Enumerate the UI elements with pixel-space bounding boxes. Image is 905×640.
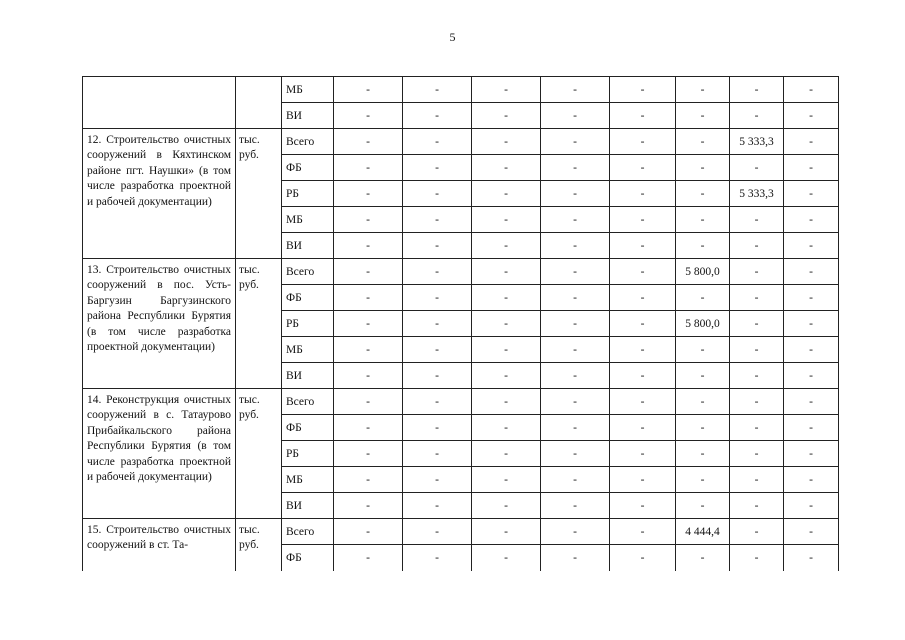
funding-source: ВИ <box>282 493 334 519</box>
amount-cell: - <box>784 389 839 415</box>
funding-source: ФБ <box>282 545 334 572</box>
amount-cell: - <box>403 545 472 572</box>
amount-cell: - <box>676 233 730 259</box>
amount-cell: - <box>730 493 784 519</box>
amount-cell: - <box>610 545 676 572</box>
amount-cell: - <box>784 155 839 181</box>
amount-cell: - <box>472 415 541 441</box>
amount-cell: - <box>784 545 839 572</box>
amount-cell: - <box>784 77 839 103</box>
amount-cell: - <box>784 415 839 441</box>
funding-table <box>82 76 839 571</box>
amount-cell: - <box>403 519 472 545</box>
item-description: 12. Строительство очистных сооружений в Кяхтинском районе пгт. Наушки» (в том числе разработка проектной и рабочей документации) <box>83 129 236 259</box>
amount-cell: - <box>676 181 730 207</box>
amount-cell: - <box>784 103 839 129</box>
amount-cell: - <box>610 259 676 285</box>
amount-cell: - <box>541 363 610 389</box>
amount-cell: - <box>403 77 472 103</box>
amount-cell: - <box>784 337 839 363</box>
amount-cell: - <box>541 259 610 285</box>
amount-cell: - <box>334 233 403 259</box>
funding-source: ВИ <box>282 233 334 259</box>
amount-cell: - <box>610 363 676 389</box>
amount-cell: - <box>472 545 541 572</box>
amount-cell: - <box>334 259 403 285</box>
amount-cell: - <box>730 311 784 337</box>
amount-cell: - <box>334 337 403 363</box>
amount-cell: - <box>541 155 610 181</box>
funding-source: МБ <box>282 207 334 233</box>
amount-cell: - <box>541 103 610 129</box>
amount-cell: - <box>610 103 676 129</box>
amount-cell: - <box>676 545 730 572</box>
funding-source: РБ <box>282 311 334 337</box>
amount-cell: - <box>541 337 610 363</box>
funding-source: ФБ <box>282 155 334 181</box>
amount-cell: - <box>676 441 730 467</box>
amount-cell: - <box>610 285 676 311</box>
amount-cell: - <box>334 129 403 155</box>
amount-cell: - <box>403 207 472 233</box>
amount-cell: - <box>403 389 472 415</box>
amount-cell: - <box>541 207 610 233</box>
amount-cell: - <box>334 545 403 572</box>
amount-cell: - <box>610 311 676 337</box>
amount-cell: - <box>541 389 610 415</box>
amount-cell: - <box>472 259 541 285</box>
table-row <box>83 259 839 285</box>
amount-cell: 4 444,4 <box>676 519 730 545</box>
amount-cell: - <box>610 519 676 545</box>
amount-cell: - <box>334 207 403 233</box>
amount-cell: - <box>334 467 403 493</box>
amount-cell: - <box>730 415 784 441</box>
amount-cell: - <box>541 311 610 337</box>
amount-cell: - <box>403 467 472 493</box>
amount-cell: - <box>541 233 610 259</box>
funding-source: МБ <box>282 467 334 493</box>
amount-cell: - <box>472 129 541 155</box>
amount-cell: - <box>676 155 730 181</box>
funding-source: ФБ <box>282 285 334 311</box>
amount-cell: - <box>676 363 730 389</box>
unit-of-measure: тыс. руб. <box>236 129 282 259</box>
page-number: 5 <box>449 30 456 44</box>
amount-cell: - <box>334 311 403 337</box>
amount-cell: - <box>334 363 403 389</box>
amount-cell: - <box>403 363 472 389</box>
amount-cell: - <box>676 337 730 363</box>
amount-cell: - <box>403 233 472 259</box>
funding-source: РБ <box>282 181 334 207</box>
amount-cell: - <box>334 441 403 467</box>
amount-cell: - <box>784 207 839 233</box>
funding-source: РБ <box>282 441 334 467</box>
amount-cell: - <box>472 77 541 103</box>
amount-cell: - <box>541 545 610 572</box>
amount-cell: - <box>610 155 676 181</box>
amount-cell: - <box>472 467 541 493</box>
amount-cell: - <box>610 415 676 441</box>
amount-cell: - <box>676 415 730 441</box>
amount-cell: - <box>334 493 403 519</box>
amount-cell: - <box>730 545 784 572</box>
amount-cell: - <box>541 77 610 103</box>
unit-of-measure <box>236 77 282 129</box>
amount-cell: - <box>676 77 730 103</box>
amount-cell: - <box>730 519 784 545</box>
amount-cell: - <box>730 155 784 181</box>
amount-cell: - <box>403 285 472 311</box>
amount-cell: - <box>541 129 610 155</box>
funding-source: ВИ <box>282 103 334 129</box>
item-description: 15. Строительство очистных сооружений в ст. Та- <box>83 519 236 572</box>
amount-cell: - <box>784 363 839 389</box>
amount-cell: - <box>472 103 541 129</box>
amount-cell: - <box>676 129 730 155</box>
amount-cell: - <box>472 233 541 259</box>
amount-cell: - <box>472 207 541 233</box>
funding-source: Всего <box>282 129 334 155</box>
amount-cell: - <box>541 181 610 207</box>
amount-cell: - <box>730 233 784 259</box>
amount-cell: - <box>730 259 784 285</box>
amount-cell: 5 800,0 <box>676 311 730 337</box>
amount-cell: - <box>784 259 839 285</box>
amount-cell: - <box>610 441 676 467</box>
amount-cell: - <box>403 259 472 285</box>
amount-cell: - <box>541 467 610 493</box>
amount-cell: - <box>730 389 784 415</box>
amount-cell: - <box>334 103 403 129</box>
amount-cell: - <box>472 389 541 415</box>
amount-cell: - <box>472 337 541 363</box>
amount-cell: - <box>730 207 784 233</box>
table-row <box>83 129 839 155</box>
table-row <box>83 519 839 545</box>
amount-cell: - <box>334 77 403 103</box>
amount-cell: - <box>403 493 472 519</box>
unit-of-measure: тыс. руб. <box>236 389 282 519</box>
amount-cell: - <box>676 389 730 415</box>
amount-cell: - <box>676 467 730 493</box>
amount-cell: - <box>730 77 784 103</box>
amount-cell: - <box>472 363 541 389</box>
amount-cell: - <box>403 181 472 207</box>
amount-cell: - <box>730 285 784 311</box>
amount-cell: - <box>472 155 541 181</box>
amount-cell: - <box>676 285 730 311</box>
amount-cell: - <box>610 181 676 207</box>
amount-cell: - <box>403 129 472 155</box>
amount-cell: - <box>676 103 730 129</box>
amount-cell: - <box>541 441 610 467</box>
amount-cell: - <box>334 389 403 415</box>
amount-cell: - <box>610 337 676 363</box>
item-description: 13. Строительство очистных сооружений в пос. Усть-Баргузин Баргузинского района Республики Бурятия (в том числе разработка проектной документации) <box>83 259 236 389</box>
amount-cell: - <box>472 181 541 207</box>
item-description: 14. Реконструкция очистных сооружений в с. Татаурово Прибайкальского района Республики Бурятия (в том числе разработка проектной и рабочей документации) <box>83 389 236 519</box>
amount-cell: - <box>610 233 676 259</box>
funding-source: ВИ <box>282 363 334 389</box>
amount-cell: - <box>676 493 730 519</box>
amount-cell: - <box>541 285 610 311</box>
amount-cell: - <box>676 207 730 233</box>
amount-cell: - <box>610 493 676 519</box>
amount-cell: - <box>784 519 839 545</box>
amount-cell: 5 333,3 <box>730 129 784 155</box>
unit-of-measure: тыс. руб. <box>236 259 282 389</box>
amount-cell: - <box>730 441 784 467</box>
amount-cell: - <box>541 493 610 519</box>
amount-cell: - <box>403 155 472 181</box>
funding-source: МБ <box>282 77 334 103</box>
amount-cell: - <box>403 441 472 467</box>
amount-cell: - <box>334 519 403 545</box>
amount-cell: - <box>784 233 839 259</box>
funding-source: Всего <box>282 519 334 545</box>
amount-cell: - <box>403 415 472 441</box>
amount-cell: 5 800,0 <box>676 259 730 285</box>
amount-cell: - <box>784 311 839 337</box>
item-description <box>83 77 236 129</box>
amount-cell: - <box>610 129 676 155</box>
amount-cell: 5 333,3 <box>730 181 784 207</box>
amount-cell: - <box>730 337 784 363</box>
amount-cell: - <box>334 155 403 181</box>
amount-cell: - <box>403 311 472 337</box>
amount-cell: - <box>472 519 541 545</box>
funding-source: Всего <box>282 389 334 415</box>
funding-source: МБ <box>282 337 334 363</box>
amount-cell: - <box>472 311 541 337</box>
amount-cell: - <box>541 519 610 545</box>
amount-cell: - <box>784 441 839 467</box>
amount-cell: - <box>610 467 676 493</box>
amount-cell: - <box>730 103 784 129</box>
amount-cell: - <box>334 285 403 311</box>
amount-cell: - <box>472 441 541 467</box>
table-row <box>83 389 839 415</box>
amount-cell: - <box>610 389 676 415</box>
amount-cell: - <box>730 467 784 493</box>
amount-cell: - <box>610 207 676 233</box>
amount-cell: - <box>784 467 839 493</box>
amount-cell: - <box>472 493 541 519</box>
amount-cell: - <box>403 337 472 363</box>
funding-source: ФБ <box>282 415 334 441</box>
unit-of-measure: тыс. руб. <box>236 519 282 572</box>
amount-cell: - <box>403 103 472 129</box>
amount-cell: - <box>730 363 784 389</box>
amount-cell: - <box>784 493 839 519</box>
amount-cell: - <box>334 415 403 441</box>
amount-cell: - <box>541 415 610 441</box>
amount-cell: - <box>610 77 676 103</box>
amount-cell: - <box>784 129 839 155</box>
amount-cell: - <box>334 181 403 207</box>
amount-cell: - <box>784 181 839 207</box>
table-row <box>83 77 839 103</box>
funding-source: Всего <box>282 259 334 285</box>
amount-cell: - <box>472 285 541 311</box>
amount-cell: - <box>784 285 839 311</box>
